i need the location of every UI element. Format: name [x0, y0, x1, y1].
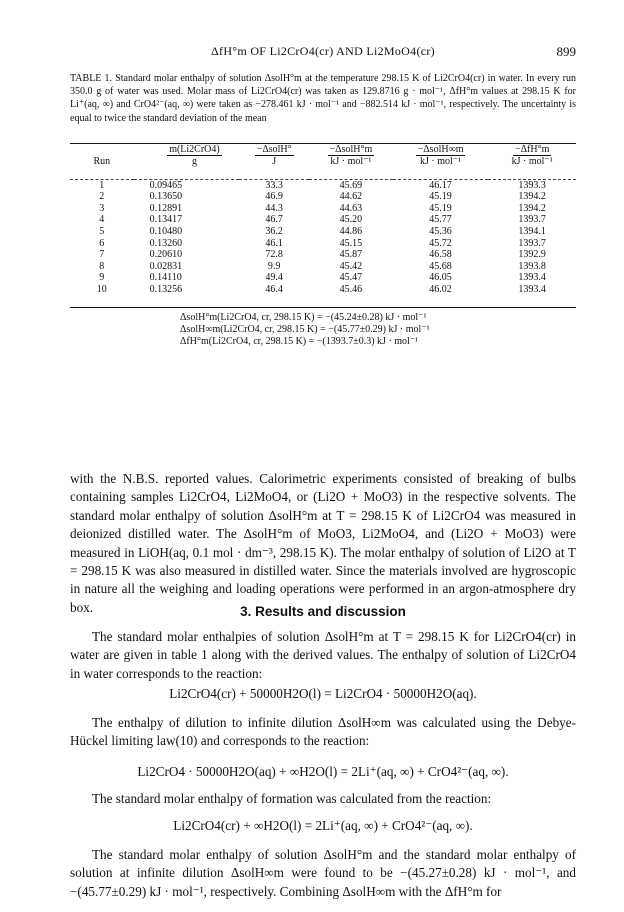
paragraph-methods: with the N.B.S. reported values. Calorimetric experiments consisted of breaking of bulbs containing samples Li2CrO4, Li2MoO4, or (Li2O + MoO3) in the respective solvents. The standard molar enthalpy of solution ΔsolH°m at T = 298.15 K of Li2CrO4 was measured in deionized distilled water. The ΔsolH°m of MoO3, Li2MoO4, and (Li2O + MoO3) were measured in LiOH(aq, 0.1 mol · dm⁻³, 298.15 K). The molar enthalpy of solution of Li2O at T = 298.15 K was also measured in distilled water. Since the materials involved are hygroscopic in nature all the weighing and loading operations were performed in an argon-atmosphere dry box.: [70, 471, 576, 615]
table-row: [70, 272, 576, 284]
paragraph-results-text: The standard molar enthalpies of solution ΔsolH°m at T = 298.15 K for Li2CrO4(cr) in water are given in table 1 along with the derived values. The enthalpy of solution of Li2CrO4 in water corresponds to the reaction:: [70, 629, 576, 681]
cell-dh: 36.2: [265, 225, 283, 237]
cell-run: 2: [99, 191, 105, 203]
summary-line: ΔsolH°m(Li2CrO4, cr, 298.15 K) = −(45.24±0.28) kJ · mol⁻¹: [180, 312, 427, 323]
header-run: Run: [93, 156, 111, 167]
cell-dh-sol: 45.46: [339, 283, 363, 295]
cell-dh-sol: 44.86: [339, 225, 363, 237]
cell-dh: 46.4: [265, 283, 283, 295]
cell-dh: 9.9: [267, 260, 281, 272]
header-dh-f: −ΔfH°m: [514, 144, 550, 155]
equation-3: Li2CrO4(cr) + ∞H2O(l) = 2Li⁺(aq, ∞) + CrO4²⁻(aq, ∞).: [173, 818, 473, 833]
cell-dh-inf: 46.02: [429, 283, 452, 295]
table-row: [70, 284, 576, 296]
cell-dh-f: 1394.1: [518, 225, 546, 237]
paragraph-dilution: The enthalpy of dilution to infinite dilution ΔsolH∞m was calculated using the Debye-Hückel limiting law(10) and corresponds to the reaction:: [70, 715, 576, 749]
page-number: 899: [556, 44, 576, 59]
header-dh-inf: −ΔsolH∞m: [417, 144, 464, 155]
cell-dh-f: 1394.2: [518, 202, 546, 214]
table-row: [70, 238, 576, 250]
table-caption: [70, 72, 576, 125]
cell-run: 10: [96, 283, 107, 295]
cell-dh-inf: 45.19: [429, 191, 452, 203]
section-heading: 3. Results and discussion: [240, 604, 406, 619]
cell-mass: 0.13256: [149, 283, 183, 295]
cell-dh-inf: 46.17: [429, 179, 452, 191]
cell-dh: 44.3: [265, 202, 283, 214]
header-dh: −ΔsolH°: [256, 144, 292, 155]
table-row: [70, 214, 576, 226]
cell-mass: 0.20610: [149, 249, 183, 261]
unit-mass: g: [191, 156, 197, 167]
equation-2: Li2CrO4 · 50000H2O(aq) + ∞H2O(l) = 2Li⁺(aq, ∞) + CrO4²⁻(aq, ∞).: [137, 764, 509, 779]
cell-mass: 0.13650: [149, 191, 183, 203]
cell-mass: 0.12891: [149, 202, 183, 214]
table-caption-text: Standard molar enthalpy of solution ΔsolH°m at the temperature 298.15 K of Li2CrO4(cr) in water. In every run 350.0 g of water was used. Molar mass of Li2CrO4(cr) was taken as 129.8716 g · mol⁻¹, ΔfH°m values at 298.15 K for Li⁺(aq, ∞) and CrO4²⁻(aq, ∞) were taken as −278.461 kJ · mol⁻¹ and −882.514 kJ · mol⁻¹, respectively. The uncertainty is equal to twice the standard deviation of the mean: [70, 73, 577, 124]
table-row: [70, 179, 576, 191]
cell-dh-inf: 45.72: [429, 237, 452, 249]
paragraph-results: [70, 628, 576, 683]
table-row: [70, 226, 576, 238]
cell-dh-f: 1393.7: [518, 237, 546, 249]
cell-dh: 72.8: [265, 249, 283, 261]
cell-dh-f: 1393.3: [518, 179, 546, 191]
table-row: [70, 261, 576, 273]
paragraph-conclusion: The standard molar enthalpy of solution ΔsolH°m and the standard molar enthalpy of solution at infinite dilution ΔsolH∞m were found to be −(45.27±0.28) kJ · mol⁻¹, and −(45.77±0.29) kJ · mol⁻¹, respectively. Combining ΔsolH∞m with the ΔfH°m for: [70, 847, 576, 899]
cell-dh-sol: 45.15: [339, 237, 363, 249]
cell-mass: 0.14110: [149, 272, 182, 284]
unit-dh-f: kJ · mol⁻¹: [511, 156, 553, 167]
header-mass: m(Li2CrO4): [169, 144, 220, 155]
table-summary: [180, 312, 430, 347]
cell-dh: 46.7: [265, 214, 283, 226]
cell-dh-sol: 45.47: [339, 272, 363, 284]
cell-dh-inf: 46.58: [429, 249, 452, 261]
table-row: [70, 203, 576, 215]
cell-dh: 46.9: [265, 191, 283, 203]
data-table: [70, 143, 576, 308]
cell-dh-sol: 45.69: [339, 179, 363, 191]
cell-run: 5: [99, 225, 105, 237]
cell-dh-inf: 45.68: [429, 260, 452, 272]
table-label: TABLE 1.: [70, 73, 113, 84]
cell-run: 4: [99, 214, 105, 226]
running-title: ΔfH°m OF Li2CrO4(cr) AND Li2MoO4(cr): [211, 44, 435, 58]
summary-line: ΔsolH∞m(Li2CrO4, cr, 298.15 K) = −(45.77±0.29) kJ · mol⁻¹: [180, 323, 430, 335]
cell-dh-sol: 45.42: [339, 260, 363, 272]
cell-mass: 0.13417: [149, 214, 183, 226]
paragraph-formation: The standard molar enthalpy of formation was calculated from the reaction:: [92, 791, 492, 806]
unit-dh: J: [272, 156, 277, 167]
running-header: [70, 44, 576, 60]
cell-dh-f: 1394.2: [518, 191, 546, 203]
cell-dh: 46.1: [265, 237, 283, 249]
cell-dh-sol: 45.87: [339, 249, 363, 261]
table-row: [70, 249, 576, 261]
cell-dh-sol: 44.63: [339, 202, 363, 214]
cell-dh-sol: 45.20: [339, 214, 363, 226]
summary-line: ΔfH°m(Li2CrO4, cr, 298.15 K) = −(1393.7±0.3) kJ · mol⁻¹: [180, 335, 419, 347]
cell-dh-f: 1393.4: [518, 283, 546, 295]
header-dh-sol: −ΔsolH°m: [329, 144, 373, 155]
cell-dh: 33.3: [265, 179, 283, 191]
cell-run: 1: [99, 179, 105, 191]
cell-dh: 49.4: [265, 272, 283, 284]
cell-mass: 0.10480: [149, 225, 183, 237]
cell-mass: 0.13260: [149, 237, 183, 249]
cell-dh-inf: 45.19: [429, 202, 452, 214]
cell-dh-f: 1392.9: [518, 249, 546, 261]
cell-dh-f: 1393.8: [518, 260, 546, 272]
cell-run: 6: [99, 237, 105, 249]
table-row: [70, 191, 576, 203]
cell-dh-inf: 45.36: [429, 225, 452, 237]
cell-dh-inf: 46.05: [429, 272, 452, 284]
cell-dh-sol: 44.62: [339, 191, 363, 203]
cell-run: 8: [99, 260, 105, 272]
unit-dh-sol: kJ · mol⁻¹: [330, 156, 372, 167]
equation-1: Li2CrO4(cr) + 50000H2O(l) = Li2CrO4 · 50000H2O(aq).: [169, 686, 477, 701]
unit-dh-inf: kJ · mol⁻¹: [420, 156, 462, 167]
cell-run: 7: [99, 249, 105, 261]
cell-dh-inf: 45.77: [429, 214, 452, 226]
cell-run: 9: [99, 272, 105, 284]
cell-mass: 0.09465: [149, 179, 183, 191]
cell-run: 3: [99, 202, 105, 214]
cell-mass: 0.02831: [149, 260, 183, 272]
cell-dh-f: 1393.7: [518, 214, 546, 226]
cell-dh-f: 1393.4: [518, 272, 546, 284]
